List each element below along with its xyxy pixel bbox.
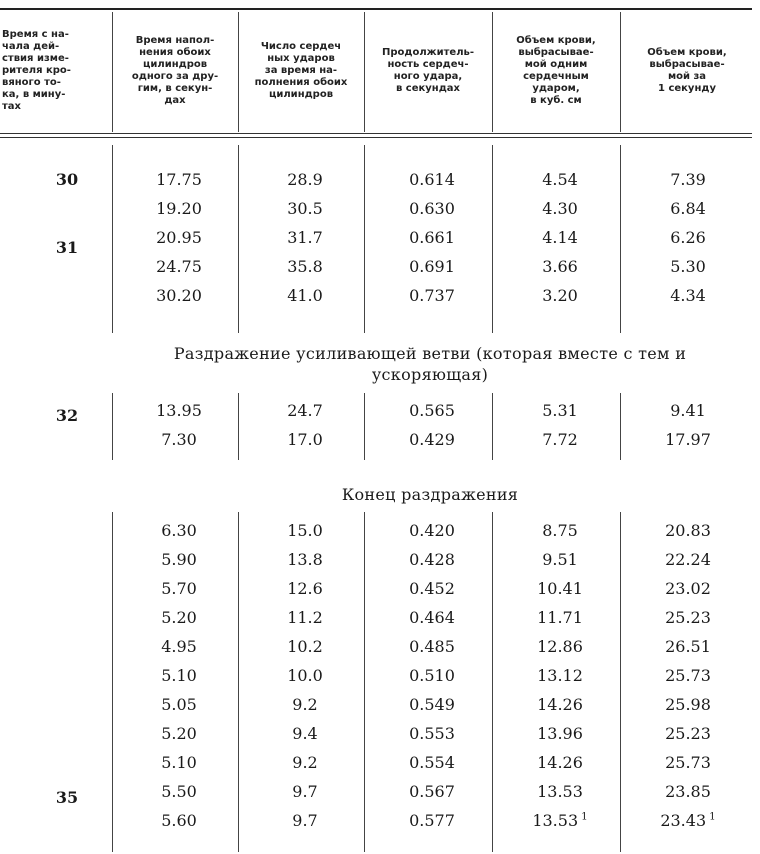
cell-value: 11.2 <box>287 608 323 627</box>
cell-value: 23.85 <box>665 782 711 801</box>
cell-value: 0.661 <box>409 228 455 247</box>
header-rule <box>0 133 752 134</box>
beat-duration-cell <box>376 284 488 308</box>
column-divider <box>364 512 365 852</box>
cell-value: 10.41 <box>537 579 583 598</box>
cell-value: 0.553 <box>409 724 455 743</box>
cell-value: 5.31 <box>542 401 578 420</box>
volume-per-second-cell <box>632 722 744 746</box>
cell-value: 4.14 <box>542 228 578 247</box>
cell-value: 30.20 <box>156 286 202 305</box>
beat-count-cell <box>250 428 360 452</box>
cell-value: 0.420 <box>409 521 455 540</box>
cell-value: 25.23 <box>665 724 711 743</box>
cell-value: 20.95 <box>156 228 202 247</box>
cell-value: 25.98 <box>665 695 711 714</box>
stroke-volume-cell <box>504 577 616 601</box>
cell-value: 28.9 <box>287 170 323 189</box>
column-divider <box>620 393 621 460</box>
header-divider <box>492 12 493 132</box>
fill-time-cell <box>124 751 234 775</box>
stroke-volume-cell <box>504 809 616 833</box>
cell-value: 8.75 <box>542 521 578 540</box>
cell-value: 6.26 <box>670 228 706 247</box>
column-divider <box>364 145 365 333</box>
volume-per-second-cell <box>632 168 744 192</box>
cell-value: 14.26 <box>537 753 583 772</box>
cell-value: 30.5 <box>287 199 323 218</box>
cell-value: 3.20 <box>542 286 578 305</box>
fill-time-cell <box>124 399 234 423</box>
beat-count-cell <box>250 577 360 601</box>
stroke-volume-cell <box>504 399 616 423</box>
stroke-volume-cell <box>504 693 616 717</box>
cell-value: 15.0 <box>287 521 323 540</box>
beat-duration-cell <box>376 428 488 452</box>
cell-value: 9.2 <box>292 753 318 772</box>
cell-value: 9.51 <box>542 550 578 569</box>
volume-per-second-cell <box>632 693 744 717</box>
beat-count-cell <box>250 255 360 279</box>
header-rule-double <box>0 137 752 138</box>
stroke-volume-cell <box>504 226 616 250</box>
fill-time-cell <box>124 226 234 250</box>
header-fill-time: Время напол- нения обоих цилиндров одного за дру- гим, в секун- дах <box>131 35 219 106</box>
column-divider <box>620 145 621 333</box>
fill-time-cell <box>124 577 234 601</box>
cell-value: 0.485 <box>409 637 455 656</box>
cell-value: 13.96 <box>537 724 583 743</box>
column-divider <box>238 512 239 852</box>
stroke-volume-cell <box>504 722 616 746</box>
volume-per-second-cell <box>632 548 744 572</box>
cell-value: 9.7 <box>292 811 318 830</box>
cell-value: 0.565 <box>409 401 455 420</box>
cell-value: 5.30 <box>670 257 706 276</box>
volume-per-second-cell <box>632 780 744 804</box>
beat-duration-cell <box>376 255 488 279</box>
cell-value: 0.630 <box>409 199 455 218</box>
stroke-volume-cell <box>504 664 616 688</box>
stroke-volume-cell <box>504 428 616 452</box>
cell-value: 5.70 <box>161 579 197 598</box>
footnote-marker: 1 <box>578 811 588 823</box>
volume-per-second-cell <box>632 751 744 775</box>
beat-count-cell <box>250 693 360 717</box>
stroke-volume-cell <box>504 284 616 308</box>
beat-count-cell <box>250 399 360 423</box>
cell-value: 20.83 <box>665 521 711 540</box>
beat-count-cell <box>250 168 360 192</box>
beat-duration-cell <box>376 577 488 601</box>
volume-per-second-cell <box>632 809 744 833</box>
cell-value: 5.10 <box>161 666 197 685</box>
volume-per-second-cell <box>632 197 744 221</box>
cell-value: 3.66 <box>542 257 578 276</box>
cell-value: 5.20 <box>161 724 197 743</box>
cell-value: 13.53 <box>537 782 583 801</box>
cell-value: 17.75 <box>156 170 202 189</box>
header-time: Время с на- чала дей- ствия изме- рителя кро- вяного то- ка, в мину- тах <box>2 29 71 112</box>
cell-value: 4.34 <box>670 286 706 305</box>
volume-per-second-cell <box>632 255 744 279</box>
beat-duration-cell <box>376 519 488 543</box>
column-divider <box>492 512 493 852</box>
cell-value: 12.86 <box>537 637 583 656</box>
header-divider <box>112 12 113 132</box>
cell-value: 5.05 <box>161 695 197 714</box>
top-rule <box>0 8 752 10</box>
stroke-volume-cell <box>504 168 616 192</box>
volume-per-second-cell <box>632 284 744 308</box>
column-divider <box>364 393 365 460</box>
header-beat-duration: Продолжитель- ность сердеч- ного удара, в секундах <box>381 47 474 94</box>
cell-value: 9.41 <box>670 401 706 420</box>
cell-value: 0.554 <box>409 753 455 772</box>
cell-value: 0.452 <box>409 579 455 598</box>
fill-time-cell <box>124 693 234 717</box>
beat-duration-cell <box>376 693 488 717</box>
cell-value: 13.8 <box>287 550 323 569</box>
cell-value: 7.72 <box>542 430 578 449</box>
footnote-marker: 1 <box>706 811 716 823</box>
caption-end-stimulation: Конец раздражения <box>341 485 519 504</box>
column-divider <box>492 393 493 460</box>
header-stroke-volume: Объем крови, выбрасывае- мой одним сердечным ударом, в куб. см <box>516 35 596 106</box>
volume-per-second-cell <box>632 399 744 423</box>
beat-count-cell <box>250 226 360 250</box>
cell-value: 31.7 <box>287 228 323 247</box>
cell-value: 23.43 <box>660 811 707 830</box>
cell-value: 0.428 <box>409 550 455 569</box>
beat-count-cell <box>250 606 360 630</box>
cell-value: 0.464 <box>409 608 455 627</box>
cell-value: 5.60 <box>161 811 197 830</box>
fill-time-cell <box>124 548 234 572</box>
cell-value: 17.0 <box>287 430 323 449</box>
fill-time-cell <box>124 197 234 221</box>
fill-time-cell <box>124 284 234 308</box>
beat-duration-cell <box>376 606 488 630</box>
beat-count-cell <box>250 751 360 775</box>
cell-value: 26.51 <box>665 637 711 656</box>
cell-value: 19.20 <box>156 199 202 218</box>
cell-value: 13.53 <box>532 811 579 830</box>
column-divider <box>620 512 621 852</box>
volume-per-second-cell <box>632 519 744 543</box>
cell-value: 25.73 <box>665 666 711 685</box>
cell-value: 10.2 <box>287 637 323 656</box>
cell-value: 11.71 <box>537 608 583 627</box>
beat-duration-cell <box>376 197 488 221</box>
cell-value: 35.8 <box>287 257 323 276</box>
stroke-volume-cell <box>504 519 616 543</box>
header-divider <box>238 12 239 132</box>
cell-value: 41.0 <box>287 286 323 305</box>
stroke-volume-cell <box>504 606 616 630</box>
fill-time-cell <box>124 809 234 833</box>
beat-count-cell <box>250 284 360 308</box>
cell-value: 7.39 <box>670 170 706 189</box>
beat-count-cell <box>250 548 360 572</box>
cell-value: 25.73 <box>665 753 711 772</box>
cell-value: 13.12 <box>537 666 583 685</box>
cell-value: 5.10 <box>161 753 197 772</box>
volume-per-second-cell <box>632 606 744 630</box>
cell-value: 10.0 <box>287 666 323 685</box>
cell-value: 5.90 <box>161 550 197 569</box>
fill-time-cell <box>124 722 234 746</box>
fill-time-cell <box>124 664 234 688</box>
stroke-volume-cell <box>504 780 616 804</box>
beat-count-cell <box>250 519 360 543</box>
cell-value: 5.20 <box>161 608 197 627</box>
beat-count-cell <box>250 809 360 833</box>
beat-duration-cell <box>376 751 488 775</box>
beat-duration-cell <box>376 635 488 659</box>
cell-value: 0.614 <box>409 170 455 189</box>
cell-value: 12.6 <box>287 579 323 598</box>
cell-value: 13.95 <box>156 401 202 420</box>
stroke-volume-cell <box>504 197 616 221</box>
fill-time-cell <box>124 255 234 279</box>
cell-value: 4.30 <box>542 199 578 218</box>
time-label: 30 <box>55 170 79 189</box>
fill-time-cell <box>124 606 234 630</box>
header-divider <box>620 12 621 132</box>
cell-value: 0.567 <box>409 782 455 801</box>
column-divider <box>238 393 239 460</box>
beat-count-cell <box>250 635 360 659</box>
cell-value: 14.26 <box>537 695 583 714</box>
beat-count-cell <box>250 197 360 221</box>
beat-duration-cell <box>376 548 488 572</box>
volume-per-second-cell <box>632 577 744 601</box>
cell-value: 0.429 <box>409 430 455 449</box>
cell-value: 0.577 <box>409 811 455 830</box>
beat-duration-cell <box>376 399 488 423</box>
fill-time-cell <box>124 519 234 543</box>
beat-count-cell <box>250 664 360 688</box>
beat-duration-cell <box>376 780 488 804</box>
cell-value: 5.50 <box>161 782 197 801</box>
fill-time-cell <box>124 635 234 659</box>
beat-count-cell <box>250 780 360 804</box>
cell-value: 4.54 <box>542 170 578 189</box>
stroke-volume-cell <box>504 635 616 659</box>
header-beat-count: Число сердеч ных ударов за время на- полнения обоих цилиндров <box>254 41 348 100</box>
stroke-volume-cell <box>504 255 616 279</box>
cell-value: 23.02 <box>665 579 711 598</box>
column-divider <box>492 145 493 333</box>
header-volume-per-second: Объем крови, выбрасывае- мой за 1 секунду <box>647 47 727 94</box>
beat-count-cell <box>250 722 360 746</box>
beat-duration-cell <box>376 664 488 688</box>
fill-time-cell <box>124 428 234 452</box>
cell-value: 4.95 <box>161 637 197 656</box>
fill-time-cell <box>124 168 234 192</box>
column-divider <box>238 145 239 333</box>
cell-value: 9.2 <box>292 695 318 714</box>
cell-value: 0.691 <box>409 257 455 276</box>
beat-duration-cell <box>376 809 488 833</box>
cell-value: 7.30 <box>161 430 197 449</box>
stroke-volume-cell <box>504 548 616 572</box>
time-label: 35 <box>55 788 79 807</box>
volume-per-second-cell <box>632 428 744 452</box>
caption-stimulation: Раздражение усиливающей ветви (которая вместе с тем и ускоряющая) <box>173 344 687 384</box>
cell-value: 0.510 <box>409 666 455 685</box>
cell-value: 24.7 <box>287 401 323 420</box>
cell-value: 24.75 <box>156 257 202 276</box>
cell-value: 9.4 <box>292 724 318 743</box>
fill-time-cell <box>124 780 234 804</box>
cell-value: 6.84 <box>670 199 706 218</box>
beat-duration-cell <box>376 722 488 746</box>
volume-per-second-cell <box>632 226 744 250</box>
beat-duration-cell <box>376 168 488 192</box>
cell-value: 25.23 <box>665 608 711 627</box>
header-divider <box>364 12 365 132</box>
time-label: 32 <box>55 406 79 425</box>
cell-value: 0.549 <box>409 695 455 714</box>
volume-per-second-cell <box>632 664 744 688</box>
cell-value: 17.97 <box>665 430 711 449</box>
cell-value: 6.30 <box>161 521 197 540</box>
stroke-volume-cell <box>504 751 616 775</box>
time-label: 31 <box>55 238 79 257</box>
cell-value: 22.24 <box>665 550 711 569</box>
cell-value: 0.737 <box>409 286 455 305</box>
beat-duration-cell <box>376 226 488 250</box>
cell-value: 9.7 <box>292 782 318 801</box>
volume-per-second-cell <box>632 635 744 659</box>
